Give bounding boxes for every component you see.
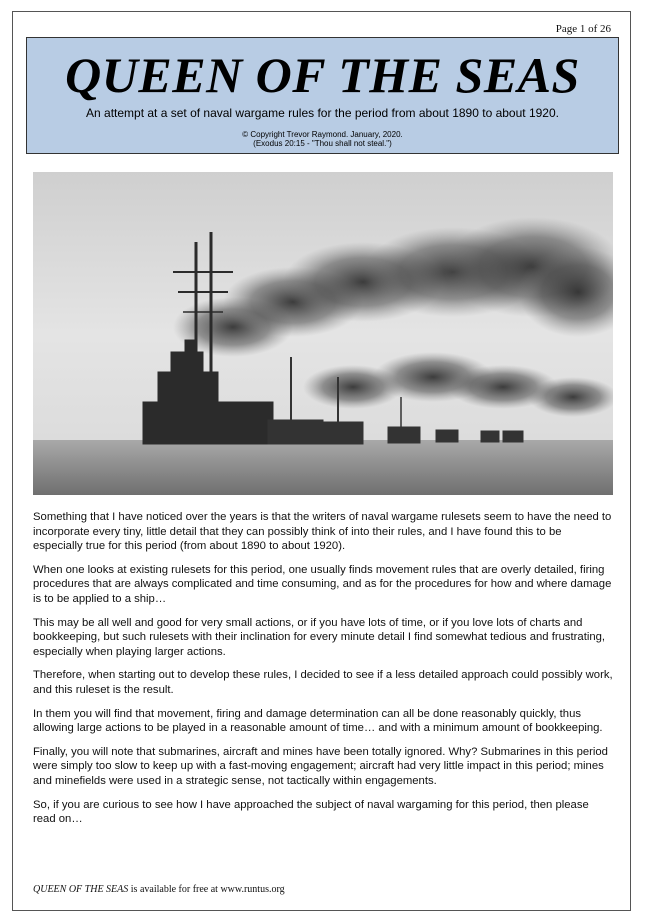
page-number: Page 1 of 26 <box>555 23 611 35</box>
paragraph: So, if you are curious to see how I have approached the subject of naval wargaming for this period, then please read on… <box>33 798 589 826</box>
paragraph: In them you will find that movement, firing and damage determination can all be done reasonably quickly, thus allowing large actions to be played in a reasonable amount of time… and with a minimum amount of bookkeeping. <box>33 707 603 735</box>
footer <box>33 884 285 895</box>
document-title: QUEEN OF THE SEAS <box>65 47 580 103</box>
copyright-line: © Copyright Trevor Raymond. January, 2020. <box>242 130 403 139</box>
title-box <box>26 37 619 154</box>
battleship-fleet-photo <box>33 172 613 495</box>
paragraph: This may be all well and good for very small actions, or if you have lots of time, or if you love lots of charts and bookkeeping, but such rulesets with their inclination for every minute detail I find somewhat tedious and frustrating, especially when playing larger actions. <box>33 616 606 658</box>
copyright-block <box>27 130 618 148</box>
paragraph: When one looks at existing rulesets for this period, one usually finds movement rules that are overly detailed, firing procedures that are always complicated and time consuming, and as for the procedures for how and where damage is to be applied to a ship… <box>33 563 612 605</box>
paragraph: Something that I have noticed over the years is that the writers of naval wargame rulesets seem to have the need to incorporate every tiny, little detail that they can possibly think of into their rules, and I have found this to be especially true for this period (from about 1890 to about 1920). <box>33 511 612 553</box>
paragraph: Finally, you will note that submarines, aircraft and mines have been totally ignored. Why? Submarines in this period were simply too slow to keep up with a fast-moving engagement; aircraft had very little impact in this period; mines and minefields were used in a strategic sense, not tactically within engagements. <box>33 745 608 787</box>
footer-title: QUEEN OF THE SEAS <box>33 884 129 895</box>
footer-text: is available for free at www.runtus.org <box>128 884 285 895</box>
body-text <box>33 510 613 836</box>
exodus-quote: (Exodus 20:15 - "Thou shall not steal.") <box>253 139 392 148</box>
paragraph: Therefore, when starting out to develop these rules, I decided to see if a less detailed approach could possibly work, and this ruleset is the result. <box>33 669 613 696</box>
document-subtitle: An attempt at a set of naval wargame rules for the period from about 1890 to about 1920. <box>86 106 559 120</box>
